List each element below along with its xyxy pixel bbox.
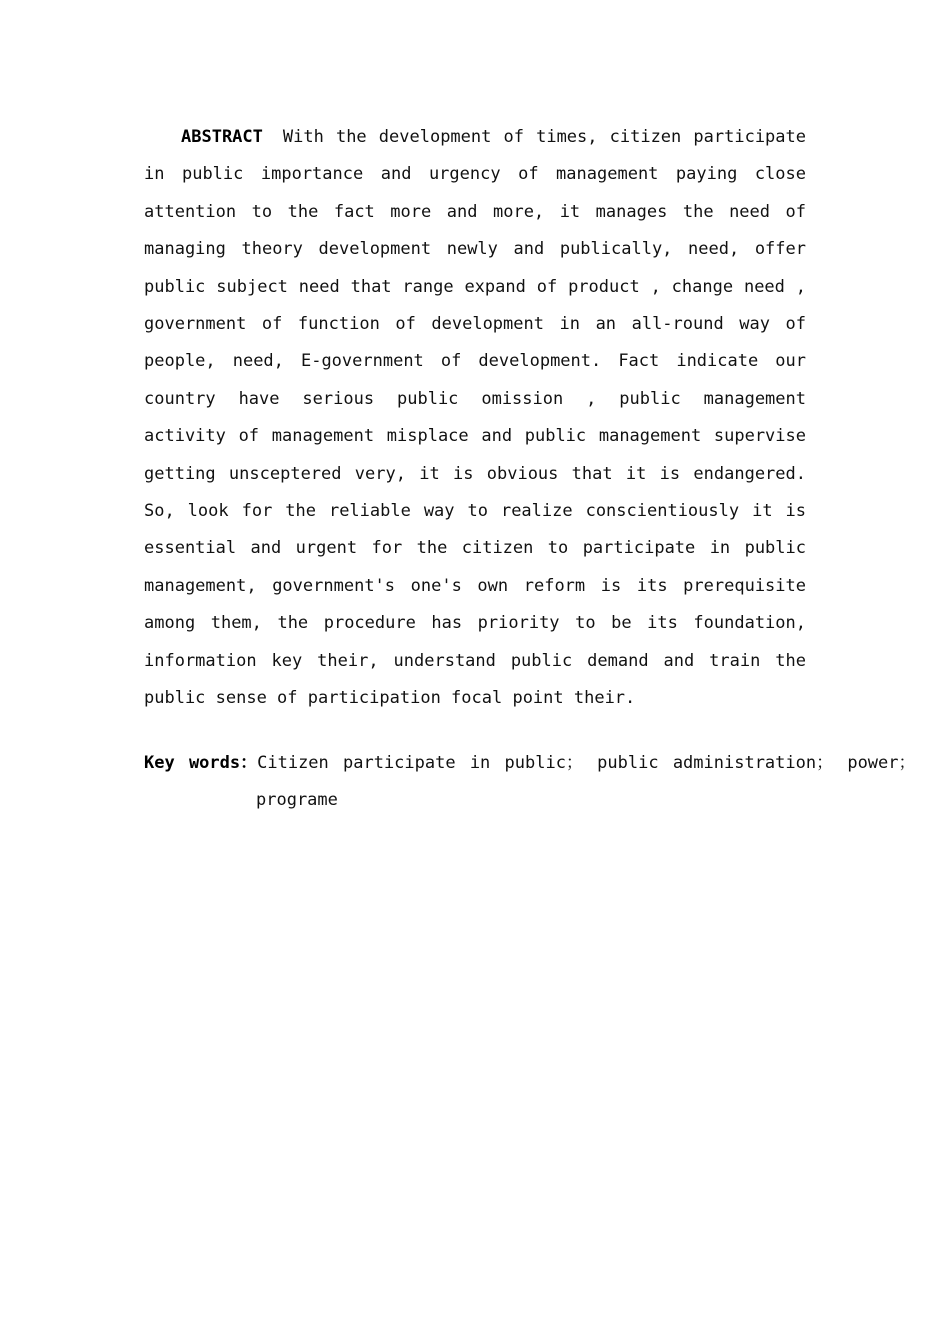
keywords-paragraph: [144, 745, 918, 820]
abstract-label: ABSTRACT: [181, 127, 263, 147]
abstract-paragraph: [144, 119, 806, 718]
keywords-text: Citizen participate in public； public administration； power； programe: [256, 753, 916, 811]
keywords-label: Key words：: [144, 753, 258, 773]
abstract-text: With the development of times, citizen participate in public importance and urgency of management paying close attention to the fact more and more, it manages the need of managing theory development newly and publically, need, offer public subject need that range expand of product , change need , government of function of development in an all-round way of people, need, E-government of development. Fact indicate our country have serious public omission , public management activity of management misplace and public management supervise getting unsceptered very, it is obvious that it is endangered. So, look for the reliable way to realize conscientiously it is essential and urgent for the citizen to participate in public management, government's one's own reform is its prerequisite among them, the procedure has priority to be its foundation, information key their, understand public demand and train the public sense of participation focal point their.: [144, 127, 806, 709]
